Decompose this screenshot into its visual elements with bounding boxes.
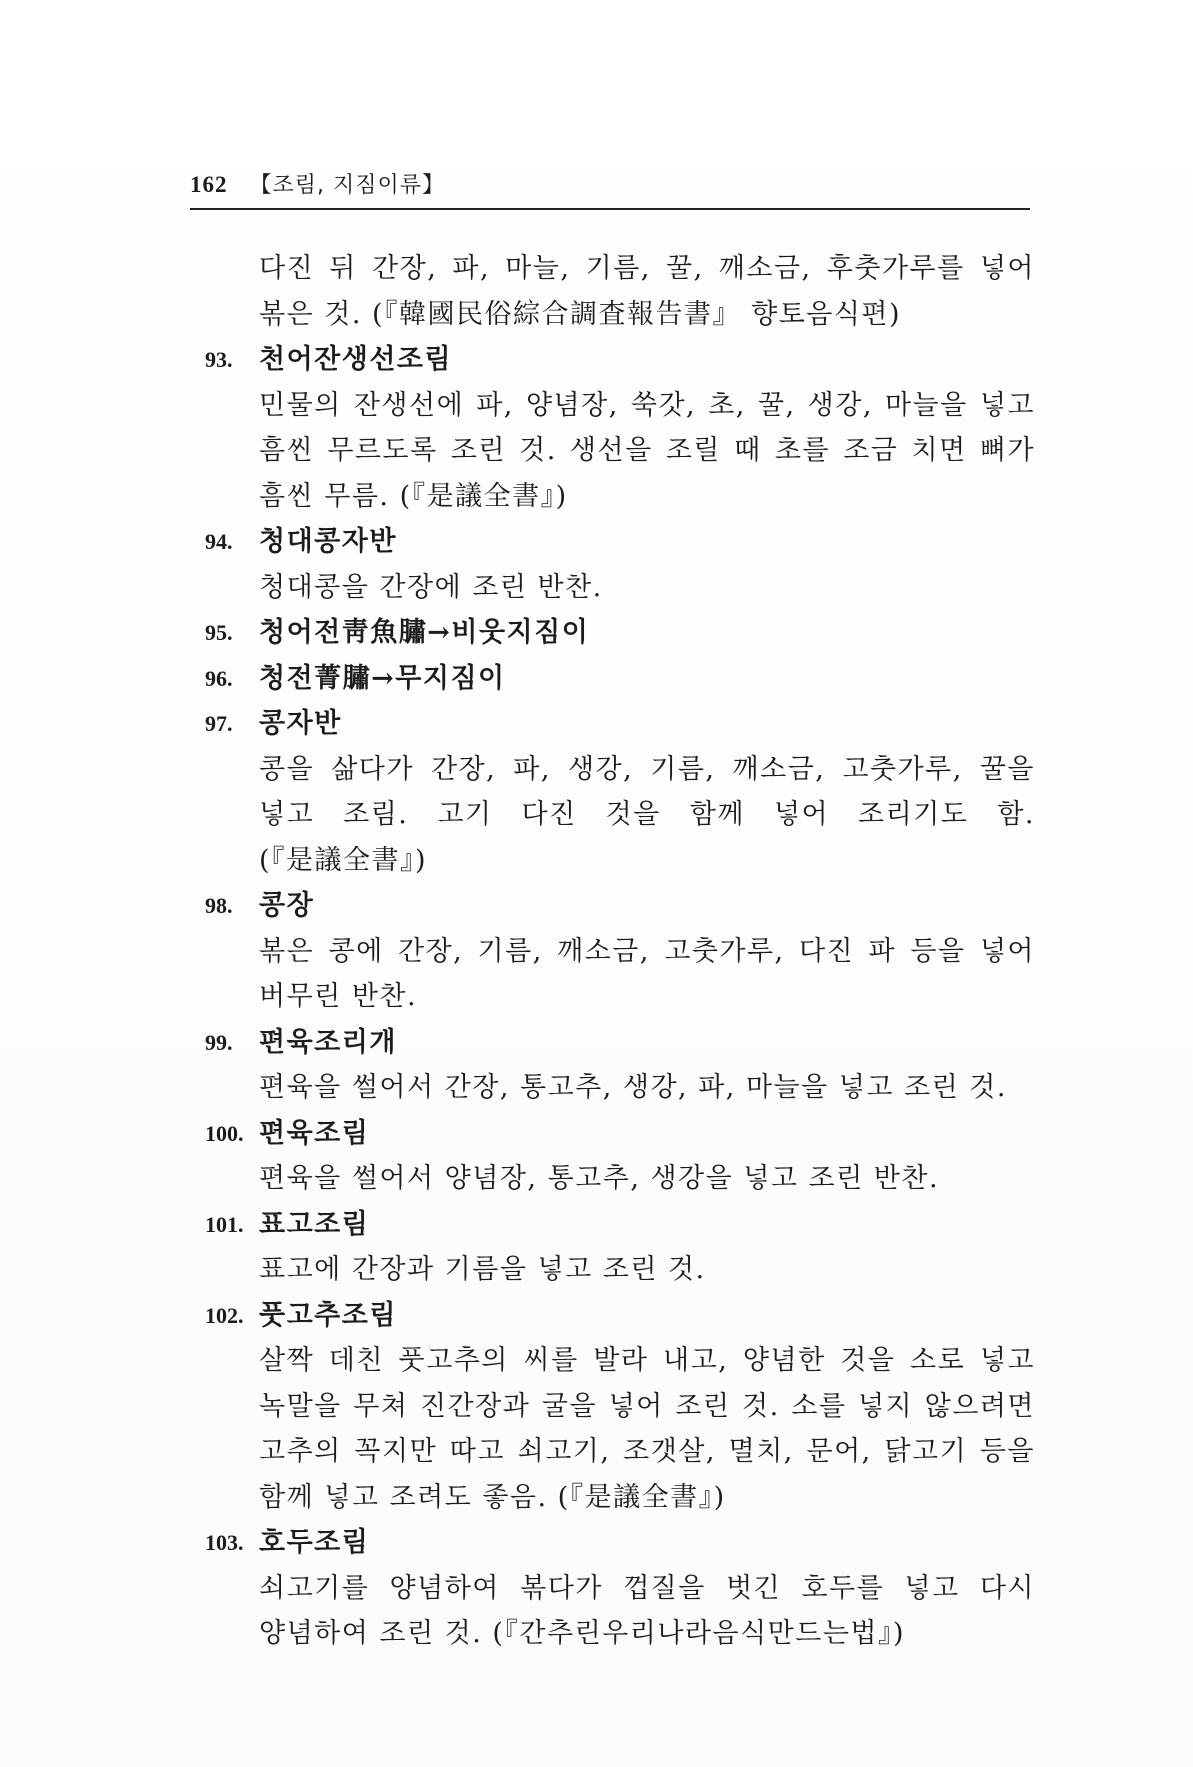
entry-number: 103.	[205, 1530, 244, 1555]
entry-title: 콩자반	[259, 708, 342, 739]
entry-number: 96.	[205, 665, 233, 691]
entry	[205, 1202, 1035, 1293]
entry	[205, 883, 1035, 1020]
entry-title: 풋고추조림	[259, 1299, 397, 1331]
entry-heading	[205, 1202, 1035, 1248]
entry-description: 살짝 데친 풋고추의 씨를 발라 내고, 양념한 것을 소로 넣고 녹말을 무쳐 진간장과 굴을 넣어 조린 것. 소를 넣지 않으려면 고추의 꼭지만 따고 쇠고기, 조갯살, 멸치, 문어, 닭고기 등을 함께 넣고 조려도 좋음. (『是議全書』)	[259, 1345, 1035, 1513]
entry-description: 표고에 간장과 기름을 넣고 조린 것.	[259, 1254, 706, 1285]
entry-title: 편육조리개	[259, 1026, 397, 1058]
entry-description: 콩을 삶다가 간장, 파, 생강, 기름, 깨소금, 고춧가루, 꿀을 넣고 조림. 고기 다진 것을 함께 넣어 조리기도 함. (『是議全書』)	[259, 753, 1035, 876]
entry-description: 편육을 썰어서 양념장, 통고추, 생강을 넣고 조린 반찬.	[259, 1163, 940, 1194]
entry	[205, 519, 1035, 610]
continued-paragraph: 다진 뒤 간장, 파, 마늘, 기름, 꿀, 깨소금, 후춧가루를 넣어 볶은 것. (『韓國民俗綜合調査報告書』 향토음식편)	[259, 253, 1035, 330]
entry-heading	[205, 610, 1035, 656]
entry-heading	[205, 1020, 1035, 1066]
entry-heading	[205, 1111, 1035, 1157]
entry-heading	[205, 656, 1035, 702]
entry	[205, 1020, 1035, 1111]
entry-list	[205, 337, 1035, 1657]
entry-number: 94.	[205, 529, 233, 554]
entry-description: 볶은 콩에 간장, 기름, 깨소금, 고춧가루, 다진 파 등을 넣어 버무린 반찬.	[259, 935, 1035, 1012]
entry-heading	[205, 701, 1035, 747]
entry-number: 102.	[205, 1302, 244, 1328]
entry-title: 호두조림	[259, 1527, 370, 1558]
entry-number: 101.	[205, 1211, 244, 1237]
entry	[205, 1520, 1035, 1657]
entry-number: 93.	[205, 347, 233, 372]
entry-title: 편육조림	[259, 1117, 370, 1149]
running-head: 【조림, 지짐이류】	[249, 173, 445, 198]
header-rule	[190, 208, 1030, 210]
page-body	[205, 246, 1035, 1657]
entry-number: 100.	[205, 1120, 244, 1146]
entry-heading	[205, 1293, 1035, 1339]
entry-number: 97.	[205, 711, 233, 736]
entry-number: 99.	[205, 1029, 233, 1055]
entry-heading	[205, 337, 1035, 383]
entry-description: 민물의 잔생선에 파, 양념장, 쑥갓, 초, 꿀, 생강, 마늘을 넣고 흠씬 무르도록 조린 것. 생선을 조릴 때 초를 조금 치면 뼈가 흠씬 무름. (『是議全書』)	[259, 389, 1035, 512]
entry-title: 청어전靑魚䐹→비웃지짐이	[259, 617, 590, 648]
entry-heading	[205, 883, 1035, 929]
entry-description: 쇠고기를 양념하여 볶다가 껍질을 벗긴 호두를 넣고 다시 양념하여 조린 것. (『간추린우리나라음식만드는법』)	[259, 1572, 1035, 1649]
entry-number: 95.	[205, 620, 233, 645]
entry-title: 표고조림	[259, 1208, 370, 1240]
entry-number: 98.	[205, 893, 233, 918]
entry	[205, 1293, 1035, 1521]
entry-title: 천어잔생선조림	[259, 344, 453, 375]
page-header	[190, 168, 1030, 208]
entry-title: 청대콩자반	[259, 526, 397, 557]
entry	[205, 656, 1035, 702]
entry-heading	[205, 1520, 1035, 1566]
entry	[205, 1111, 1035, 1202]
entry-title: 청전菁䐹→무지짐이	[259, 662, 506, 694]
entry-description: 청대콩을 간장에 조린 반찬.	[259, 571, 603, 603]
entry	[205, 610, 1035, 656]
entry-heading	[205, 519, 1035, 565]
entry-description: 편육을 썰어서 간장, 통고추, 생강, 파, 마늘을 넣고 조린 것.	[259, 1072, 1007, 1103]
entry	[205, 337, 1035, 519]
entry	[205, 701, 1035, 883]
page-number: 162	[190, 172, 228, 197]
entry-title: 콩장	[259, 890, 315, 921]
